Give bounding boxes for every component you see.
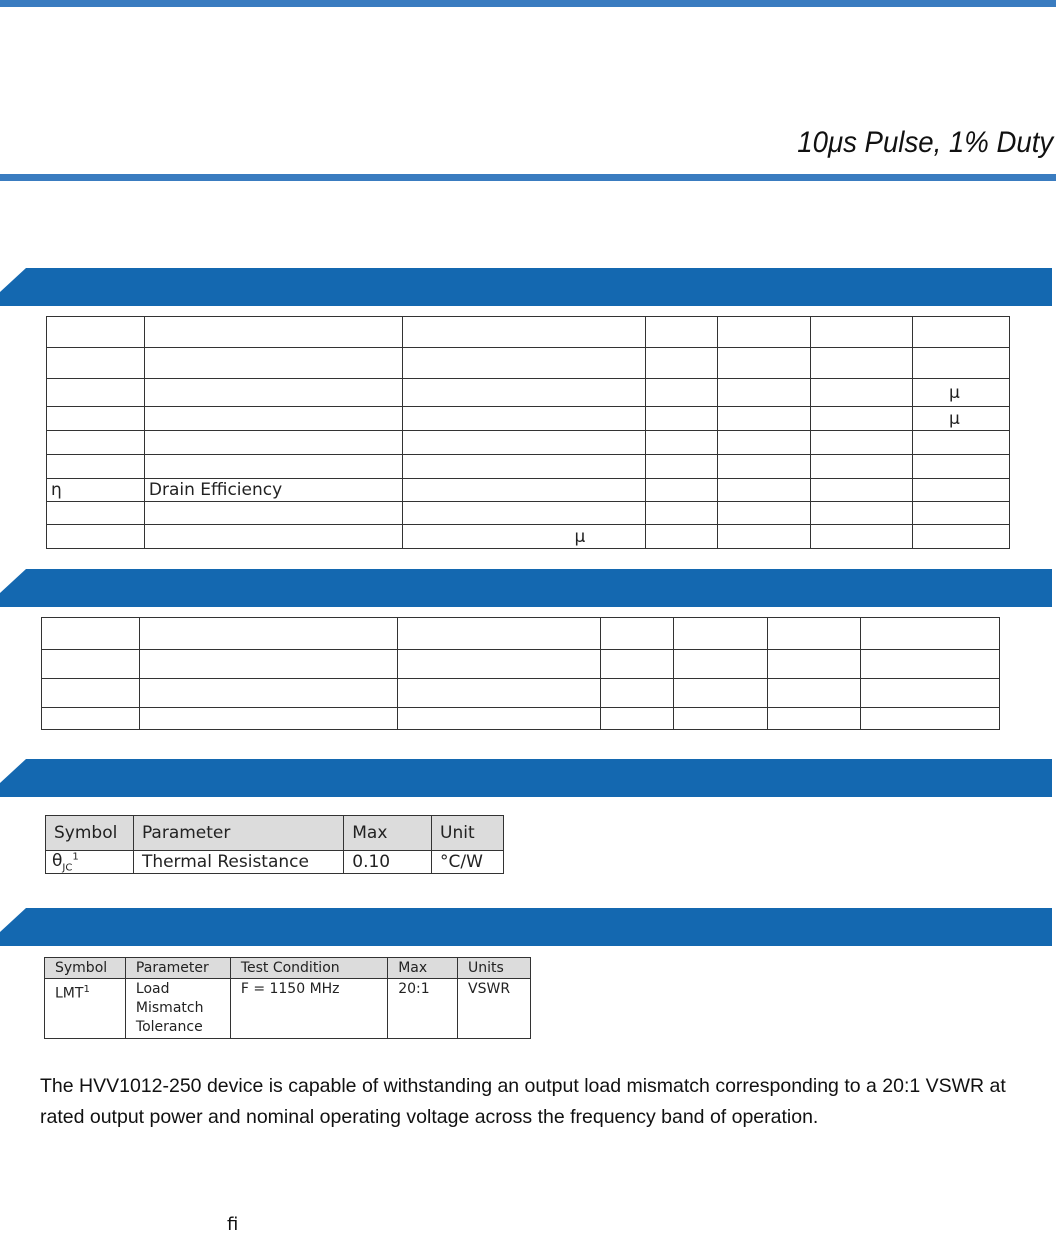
column-header-symbol: Symbol	[46, 816, 134, 851]
table-header-row	[46, 816, 504, 851]
table-row	[42, 679, 1000, 708]
thermal-unit: °C/W	[432, 851, 504, 874]
lmt-max: 20:1	[388, 979, 458, 1039]
column-header-units: Units	[458, 958, 531, 979]
column-header-max: Max	[388, 958, 458, 979]
header-rule	[0, 174, 1056, 181]
section-band-1	[0, 268, 1052, 306]
lmt-test-condition: F = 1150 MHz	[230, 979, 387, 1039]
lmt-units: VSWR	[458, 979, 531, 1039]
table-header-row	[45, 958, 531, 979]
thermal-table	[45, 815, 504, 874]
table-row	[45, 979, 531, 1039]
top-rule	[0, 0, 1056, 7]
table-row	[47, 317, 1010, 348]
table-row	[46, 851, 504, 874]
electrical-characteristics-table	[46, 316, 1010, 549]
section-band-4	[0, 908, 1052, 946]
table-row: μ	[47, 379, 1010, 407]
thermal-parameter: Thermal Resistance	[133, 851, 343, 874]
table-row	[47, 455, 1010, 479]
page-subtitle: 10μs Pulse, 1% Duty	[797, 126, 1053, 159]
thermal-max: 0.10	[344, 851, 432, 874]
lmt-symbol: LMT$^1$	[45, 979, 126, 1039]
column-header-parameter: Parameter	[125, 958, 230, 979]
column-header-max: Max	[344, 816, 432, 851]
table-row	[47, 502, 1010, 525]
secondary-characteristics-table	[41, 617, 1000, 730]
table-row	[47, 431, 1010, 455]
lmt-parameter: Load Mismatch Tolerance	[125, 979, 230, 1039]
table-row	[42, 708, 1000, 730]
column-header-symbol: Symbol	[45, 958, 126, 979]
table-row	[47, 479, 1010, 502]
section-band-2	[0, 569, 1052, 607]
thermal-symbol: $\theta_{JC}^1$	[46, 851, 134, 874]
efficiency-label: Drain Efficiency	[144, 479, 402, 502]
table-row	[42, 650, 1000, 679]
load-mismatch-table	[44, 957, 531, 1039]
column-header-test-condition: Test Condition	[230, 958, 387, 979]
table-row: μ	[47, 407, 1010, 431]
column-header-parameter: Parameter	[133, 816, 343, 851]
table-row	[42, 618, 1000, 650]
efficiency-symbol: η	[47, 479, 145, 502]
section-band-3	[0, 759, 1052, 797]
footer-glyph: fi	[227, 1214, 239, 1235]
table-row	[47, 348, 1010, 379]
table-row: μ	[47, 525, 1010, 549]
load-mismatch-description: The HVV1012-250 device is capable of withstanding an output load mismatch corresponding to a 20:1 VSWR at rated output power and nominal operating voltage across the frequency band of operation.	[40, 1075, 1006, 1128]
column-header-unit: Unit	[432, 816, 504, 851]
